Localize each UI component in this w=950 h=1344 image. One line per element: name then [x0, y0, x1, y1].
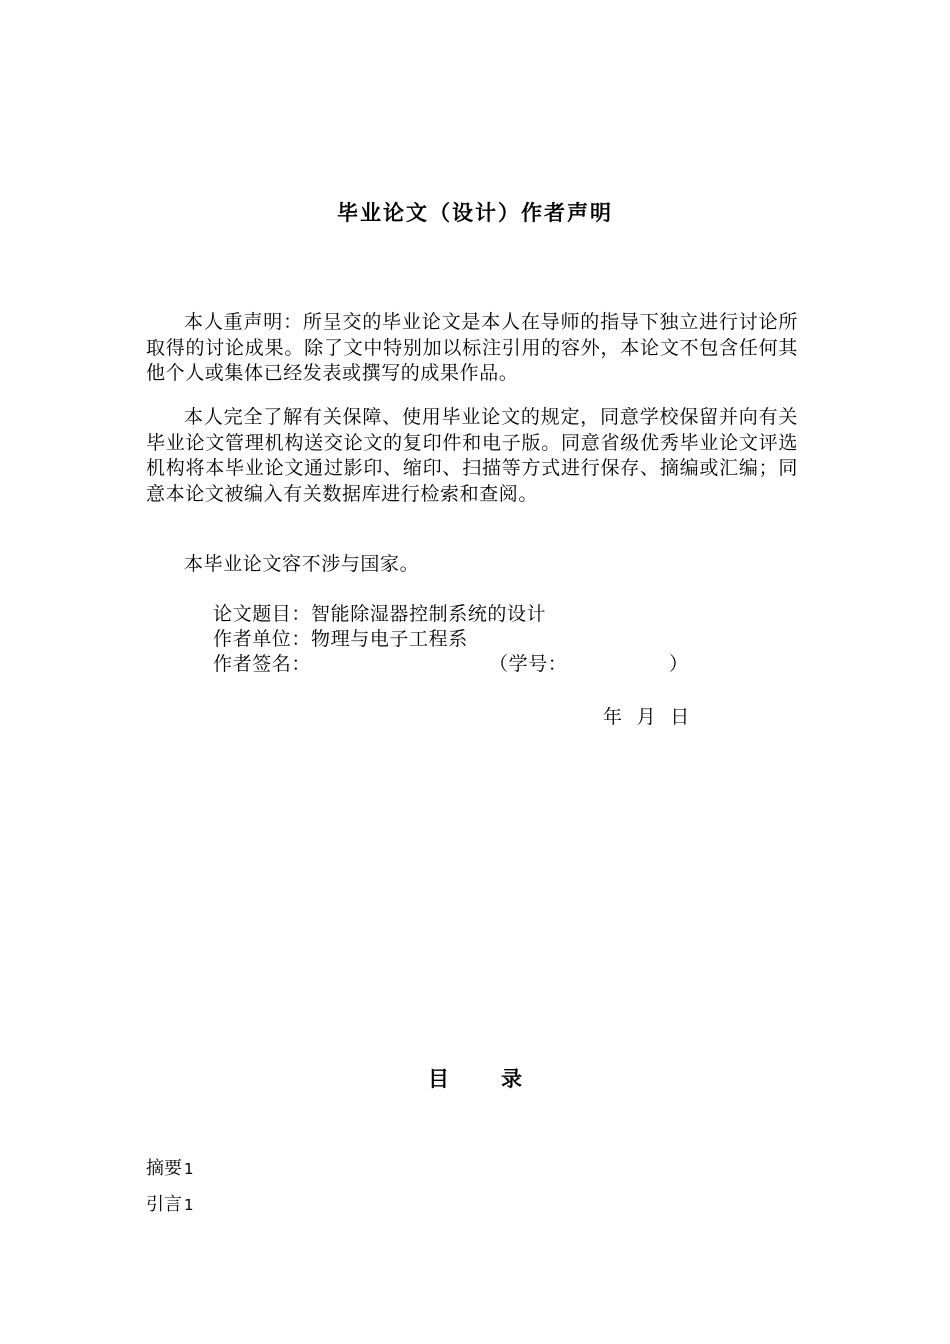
thesis-title-value: 智能除湿器控制系统的设计 — [311, 603, 547, 625]
toc-title — [0, 1063, 950, 1093]
student-number-close-paren: ） — [669, 653, 689, 675]
thesis-info-block — [213, 602, 689, 677]
signature-date — [603, 702, 690, 729]
toc-title-part2: 录 — [501, 1067, 522, 1091]
toc-item-page: 1 — [184, 1196, 194, 1214]
declaration-paragraph-confidentiality: 本毕业论文容不涉与国家。 — [184, 553, 420, 575]
author-unit-label: 作者单位： — [213, 628, 312, 650]
date-month-label: 月 — [636, 706, 657, 728]
toc-title-part1: 目 — [428, 1067, 449, 1091]
toc-list — [146, 1151, 194, 1223]
thesis-title-row — [213, 602, 546, 627]
author-unit-row — [213, 627, 546, 652]
toc-item-label: 摘要 — [146, 1158, 182, 1179]
author-signature-label: 作者签名： — [213, 653, 312, 675]
toc-item-introduction[interactable] — [146, 1187, 194, 1223]
toc-item-page: 1 — [184, 1160, 194, 1178]
thesis-title-label: 论文题目： — [213, 603, 312, 625]
toc-item-abstract[interactable] — [146, 1151, 194, 1187]
declaration-paragraph-usage-rights: 本人完全了解有关保障、使用毕业论文的规定，同意学校保留并向有关毕业论文管理机构送交论文的复印件和电子版。同意省级优秀毕业论文评选机构将本毕业论文通过影印、缩印、扫描等方式进行保存、摘编或汇编；同意本论文被编入有关数据库进行检索和查阅。 — [146, 406, 798, 505]
declaration-paragraph-originality: 本人重声明：所呈交的毕业论文是本人在导师的指导下独立进行讨论所取得的讨论成果。除了文中特别加以标注引用的容外，本论文不包含任何其他个人或集体已经发表或撰写的成果作品。 — [146, 311, 798, 384]
date-year-label: 年 — [603, 706, 623, 728]
declaration-title: 毕业论文（设计）作者声明 — [337, 201, 613, 225]
date-day-label: 日 — [670, 706, 690, 728]
author-signature-row — [213, 652, 689, 677]
toc-item-label: 引言 — [146, 1194, 182, 1215]
student-number-label: （学号： — [489, 653, 568, 675]
author-unit-value: 物理与电子工程系 — [311, 628, 468, 650]
